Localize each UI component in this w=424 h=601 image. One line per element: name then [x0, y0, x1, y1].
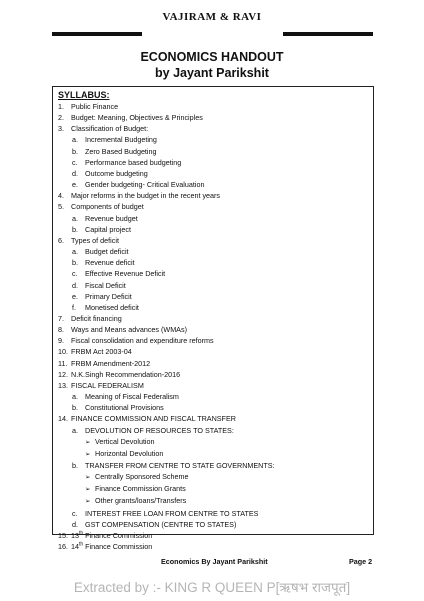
item-text: Performance based budgeting — [85, 157, 182, 167]
item-text: Meaning of Fiscal Federalism — [85, 392, 179, 402]
list-item — [58, 112, 368, 123]
list-item — [58, 541, 368, 552]
item-number: a. — [72, 247, 78, 257]
item-number: 9. — [58, 336, 64, 346]
list-item — [58, 508, 368, 519]
list-item — [58, 291, 368, 302]
footer-title: Economics By Jayant Parikshit — [161, 557, 268, 566]
item-text-rest: Finance Commission — [83, 530, 153, 540]
item-text: Horizontal Devolution — [95, 448, 164, 458]
item-number: a. — [72, 135, 78, 145]
header-rule-right — [283, 32, 373, 36]
list-item — [58, 346, 368, 357]
list-item — [58, 257, 368, 268]
list-item — [58, 246, 368, 257]
list-item — [58, 425, 368, 436]
watermark-text: Extracted by :- KING R QUEEN P[ऋषभ राजपूत] — [73, 580, 351, 595]
item-text: Constitutional Provisions — [85, 403, 164, 413]
item-number: c. — [72, 508, 78, 518]
item-text: Fiscal Deficit — [85, 280, 126, 290]
item-text: Effective Revenue Deficit — [85, 269, 166, 279]
list-item — [58, 190, 368, 201]
item-number: b. — [72, 146, 78, 156]
list-item — [58, 519, 368, 530]
item-number: b. — [72, 461, 78, 470]
list-item — [58, 302, 368, 313]
item-number: b. — [72, 224, 78, 234]
item-number: 8. — [58, 325, 64, 335]
list-item — [58, 391, 368, 402]
item-text: Public Finance — [71, 102, 119, 111]
item-text: Vertical Devolution — [95, 436, 155, 446]
item-number: d. — [72, 280, 78, 290]
item-superscript: th — [79, 530, 84, 537]
item-text: 13 — [71, 530, 79, 540]
item-text: Classification of Budget: — [71, 124, 149, 134]
item-text: Gender budgeting- Critical Evaluation — [85, 180, 205, 190]
header-rule-left — [52, 32, 142, 36]
item-text: Fiscal consolidation and expenditure reforms — [71, 336, 214, 346]
item-text: Revenue budget — [85, 213, 138, 223]
item-number: e. — [72, 291, 78, 301]
item-text: DEVOLUTION OF RESOURCES TO STATES: — [85, 425, 234, 435]
list-item — [58, 483, 368, 495]
item-number: e. — [72, 180, 78, 190]
item-text: Other grants/loans/Transfers — [95, 496, 187, 506]
item-number: 7. — [58, 313, 64, 323]
list-item — [58, 448, 368, 460]
item-number: 2. — [58, 113, 64, 123]
item-number: 13. — [58, 380, 68, 390]
item-text: Major reforms in the budget in the recent years — [71, 191, 221, 201]
item-number: a. — [72, 425, 78, 435]
item-text: 14 — [71, 542, 79, 552]
list-item — [58, 324, 368, 335]
item-number: b. — [72, 403, 78, 413]
list-item — [58, 369, 368, 380]
item-text-rest: Finance Commission — [83, 542, 153, 552]
item-text: Budget deficit — [85, 247, 129, 257]
item-number: a. — [72, 392, 78, 402]
item-text: Monetised deficit — [85, 302, 139, 312]
item-number: 6. — [58, 235, 64, 245]
list-item — [58, 313, 368, 324]
item-number: c. — [72, 157, 78, 167]
list-item — [58, 358, 368, 369]
item-number: d. — [72, 519, 78, 529]
item-number: 11. — [58, 358, 68, 368]
syllabus-heading: SYLLABUS: — [58, 90, 110, 100]
list-item — [58, 335, 368, 346]
list-item — [58, 471, 368, 483]
item-text: Revenue deficit — [85, 258, 135, 268]
bullet-arrow-icon: ➢ — [85, 474, 91, 482]
page-header — [0, 7, 424, 29]
list-item — [58, 146, 368, 157]
list-item — [58, 460, 368, 471]
list-item — [58, 157, 368, 168]
list-item — [58, 413, 368, 424]
item-text: FRBM Amendment-2012 — [71, 358, 151, 368]
item-text: Centrally Sponsored Scheme — [95, 472, 189, 482]
item-text: Finance Commission Grants — [95, 484, 186, 494]
item-text: Incremental Budgeting — [85, 135, 157, 145]
item-text: FISCAL FEDERALISM — [71, 380, 144, 390]
item-text: Types of deficit — [71, 235, 119, 245]
item-number: f. — [72, 302, 76, 312]
item-number: c. — [72, 269, 78, 279]
bullet-arrow-icon: ➢ — [85, 450, 91, 458]
item-text: Deficit financing — [71, 313, 122, 323]
item-number: 15. — [58, 530, 68, 540]
list-item — [58, 101, 368, 112]
item-text: Ways and Means advances (WMAs) — [71, 325, 187, 335]
bullet-arrow-icon: ➢ — [85, 486, 91, 494]
list-item — [58, 280, 368, 291]
item-text: FRBM Act 2003-04 — [71, 347, 132, 357]
item-number: 16. — [58, 542, 68, 552]
item-text: N.K.Singh Recommendation-2016 — [71, 369, 181, 379]
item-number: b. — [72, 258, 78, 268]
list-item — [58, 213, 368, 224]
list-item — [58, 134, 368, 145]
title-line-2: by Jayant Parikshit — [155, 66, 269, 80]
syllabus-box — [52, 86, 374, 552]
item-text: Budget: Meaning, Objectives & Principles — [71, 113, 203, 123]
list-item — [58, 201, 368, 212]
bullet-arrow-icon: ➢ — [85, 498, 91, 506]
list-item — [58, 168, 368, 179]
item-number: 14. — [58, 414, 68, 424]
list-item — [58, 436, 368, 448]
item-number: a. — [72, 213, 78, 223]
item-number: 1. — [58, 102, 64, 111]
list-item — [58, 495, 368, 507]
item-text: FINANCE COMMISSION AND FISCAL TRANSFER — [71, 414, 236, 424]
list-item — [58, 530, 368, 541]
document-title — [0, 49, 424, 81]
syllabus-list — [58, 101, 368, 552]
bullet-arrow-icon: ➢ — [85, 438, 91, 446]
list-item — [58, 380, 368, 391]
item-number: 12. — [58, 369, 68, 379]
item-number: 4. — [58, 191, 64, 201]
item-superscript: th — [79, 541, 84, 548]
item-text: Outcome budgeting — [85, 168, 148, 178]
item-number: 5. — [58, 202, 64, 212]
list-item — [58, 268, 368, 279]
list-item — [58, 235, 368, 246]
item-text: GST COMPENSATION (CENTRE TO STATES) — [85, 519, 237, 529]
item-text: TRANSFER FROM CENTRE TO STATE GOVERNMENTS: — [85, 461, 275, 470]
item-text: Primary Deficit — [85, 291, 132, 301]
list-item — [58, 123, 368, 134]
item-text: Components of budget — [71, 202, 144, 212]
title-line-1: ECONOMICS HANDOUT — [140, 50, 284, 64]
list-item — [58, 402, 368, 413]
item-number: 3. — [58, 124, 64, 134]
list-item — [58, 224, 368, 235]
item-text: Capital project — [85, 224, 131, 234]
page-number: Page 2 — [349, 557, 373, 566]
item-text: Zero Based Budgeting — [85, 146, 157, 156]
item-number: 10. — [58, 347, 68, 357]
brand-name: VAJIRAM & RAVI — [162, 11, 262, 23]
item-text: INTEREST FREE LOAN FROM CENTRE TO STATES — [85, 508, 259, 518]
item-number: d. — [72, 168, 78, 178]
list-item — [58, 179, 368, 190]
